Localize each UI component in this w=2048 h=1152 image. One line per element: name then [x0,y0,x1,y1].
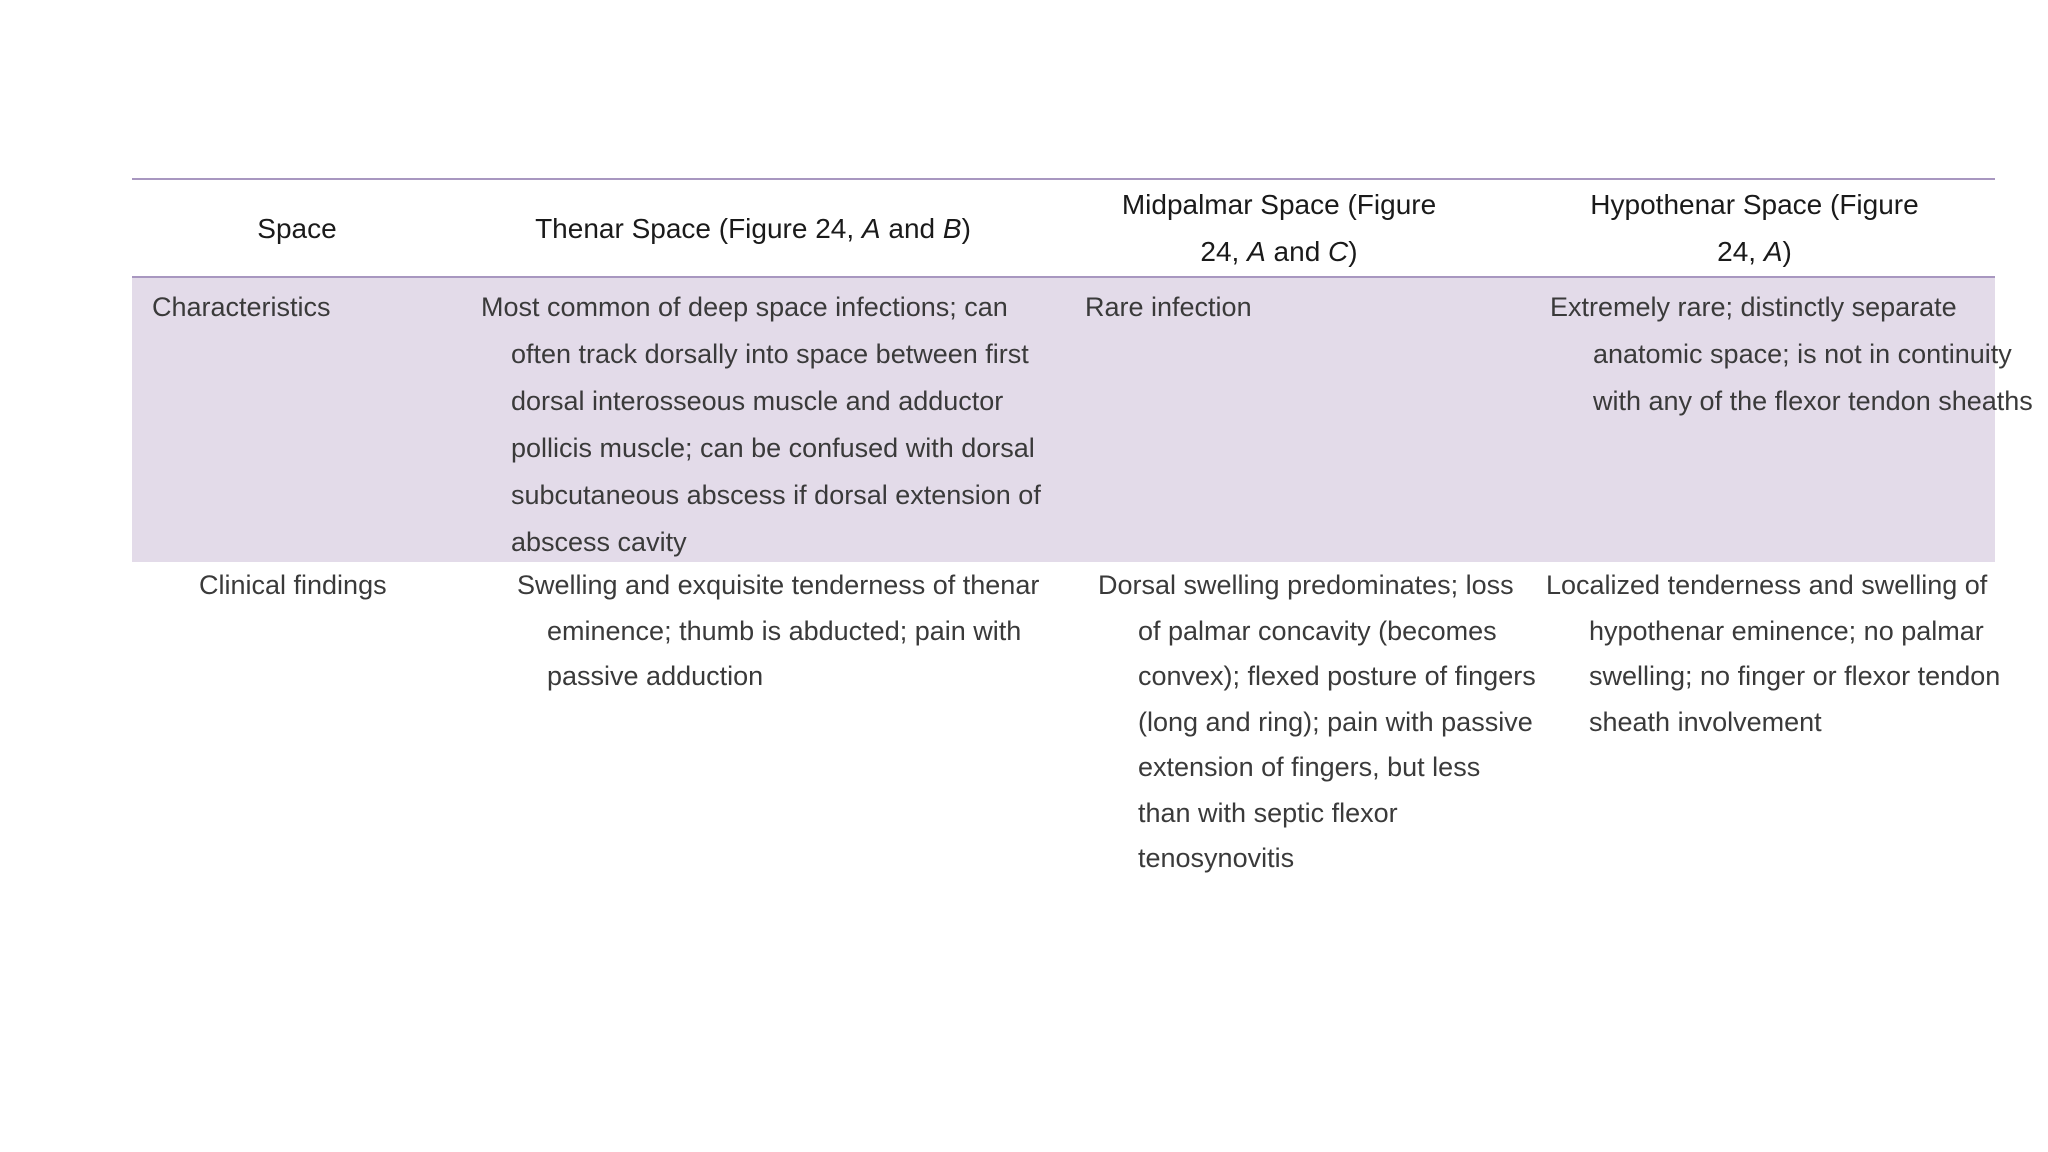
cell-hypothenar-clinical: Localized tenderness and swelling of hypothenar eminence; no palmar swelling; no finger or flexor tendon sheath involvement [1546,570,2001,737]
cell-midpalmar-characteristics: Rare infection [1085,292,1252,322]
cell-thenar-characteristics: Most common of deep space infections; can often track dorsally into space between first dorsal interosseous muscle and adductor pollicis muscle; can be confused with dorsal subcutaneous abscess if dorsal extension of abscess cavity [481,292,1041,557]
cell-hypothenar-characteristics: Extremely rare; distinctly separate anatomic space; is not in continuity with any of the flexor tendon sheaths [1550,292,2033,416]
cell-midpalmar-clinical: Dorsal swelling predominates; loss of palmar concavity (becomes convex); flexed posture of fingers (long and ring); pain with passive extension of fingers, but less than with septic flexor tenosynovitis [1098,570,1536,873]
header-space [132,180,462,276]
cell-thenar-clinical: Swelling and exquisite tenderness of thenar eminence; thumb is abducted; pain with passive adduction [517,570,1040,691]
header-space-text: Space [257,212,337,244]
row-label-clinical-findings: Clinical findings [199,570,387,600]
header-hypothenar [1514,180,1995,276]
header-thenar [462,180,1044,276]
header-hypothenar-text: Hypothenar Space (Figure 24, A) [1590,189,1919,267]
header-midpalmar-text: Midpalmar Space (Figure 24, A and C) [1121,189,1437,267]
header-midpalmar [1044,180,1514,276]
row-label-characteristics: Characteristics [152,292,331,322]
table-header [132,180,1995,276]
header-thenar-text: Thenar Space (Figure 24, A and B) [535,212,971,244]
